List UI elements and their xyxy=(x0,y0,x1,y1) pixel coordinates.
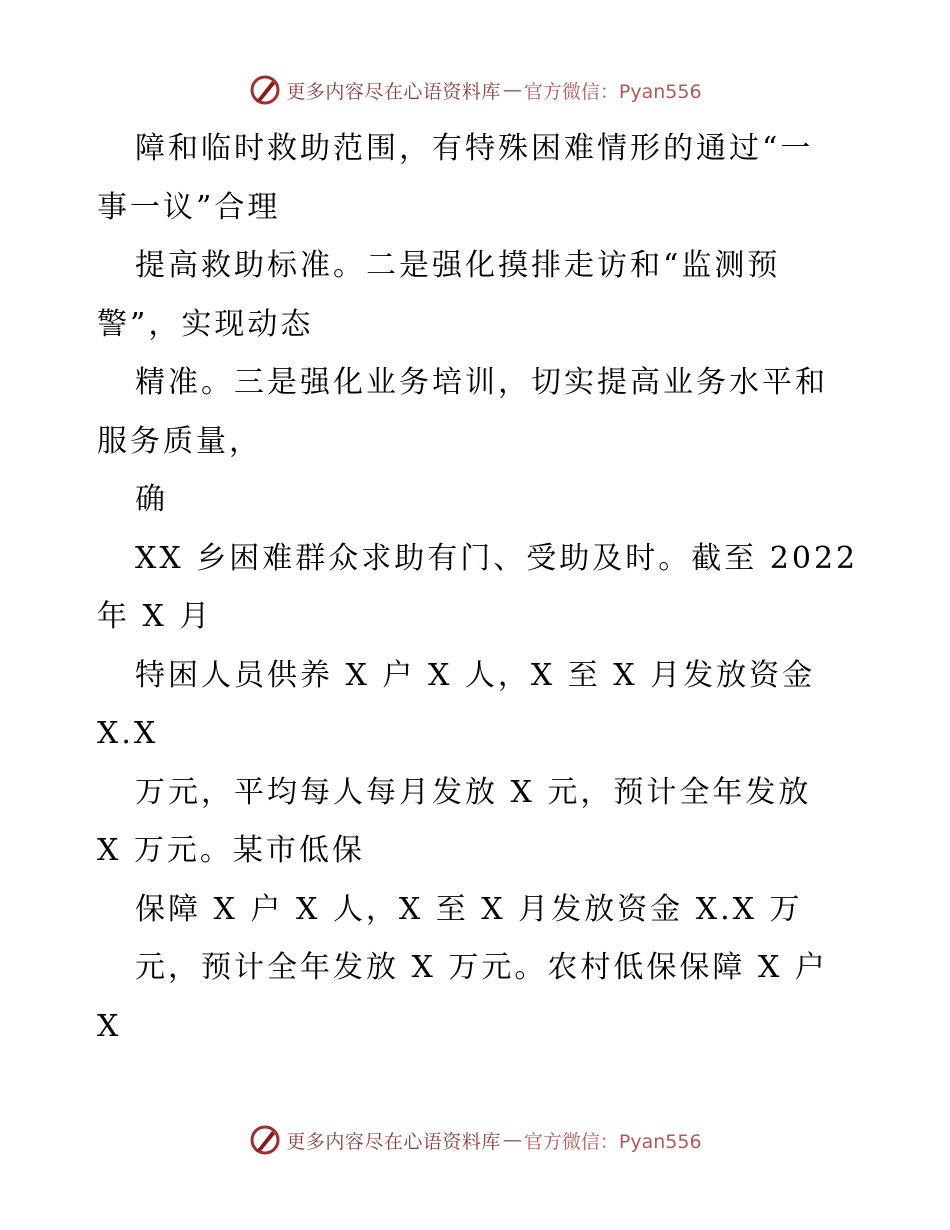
banner-dash: — xyxy=(502,79,522,101)
header-banner xyxy=(0,70,950,110)
text-line: X 万元。某市低保 xyxy=(97,833,365,868)
banner-title: 更多内容尽在心语资料库 xyxy=(286,1130,501,1153)
banner-dash: — xyxy=(502,1129,522,1151)
text-line: 服务质量， xyxy=(97,423,262,459)
banner-title: 更多内容尽在心语资料库 xyxy=(286,80,501,103)
text-line: 提高救助标准。二是强化摸排走访和“监测预 xyxy=(135,248,781,283)
quill-pen-circle-icon xyxy=(248,1123,282,1157)
banner-wechat: 官方微信：Pyan556 xyxy=(523,80,702,103)
text-line: XX 乡困难群众求助有门、受助及时。截至 2022 xyxy=(135,540,859,576)
text-line: 障和临时救助范围，有特殊困难情形的通过“一 xyxy=(135,131,814,166)
text-line: 精准。三是强化业务培训，切实提高业务水平和 xyxy=(135,365,828,400)
text-line: 特困人员供养 X 户 X 人，X 至 X 月发放资金 xyxy=(135,657,816,693)
text-line: 警”，实现动态 xyxy=(97,306,314,342)
document-body xyxy=(97,120,857,1056)
text-line: 保障 X 户 X 人，X 至 X 月发放资金 X.X 万 xyxy=(135,891,803,927)
text-line: 事一议”合理 xyxy=(97,189,281,225)
banner-wechat: 官方微信：Pyan556 xyxy=(523,1130,702,1153)
text-line: X xyxy=(97,1008,122,1044)
text-line: 年 X 月 xyxy=(97,599,213,634)
text-line: 确 xyxy=(135,482,168,517)
quill-pen-circle-icon xyxy=(248,73,282,107)
text-line: X.X xyxy=(97,716,159,751)
text-line: 元，预计全年发放 X 万元。农村低保保障 X 户 xyxy=(135,950,828,985)
text-line: 万元，平均每人每月发放 X 元，预计全年发放 xyxy=(135,774,812,810)
footer-banner xyxy=(0,1120,950,1160)
